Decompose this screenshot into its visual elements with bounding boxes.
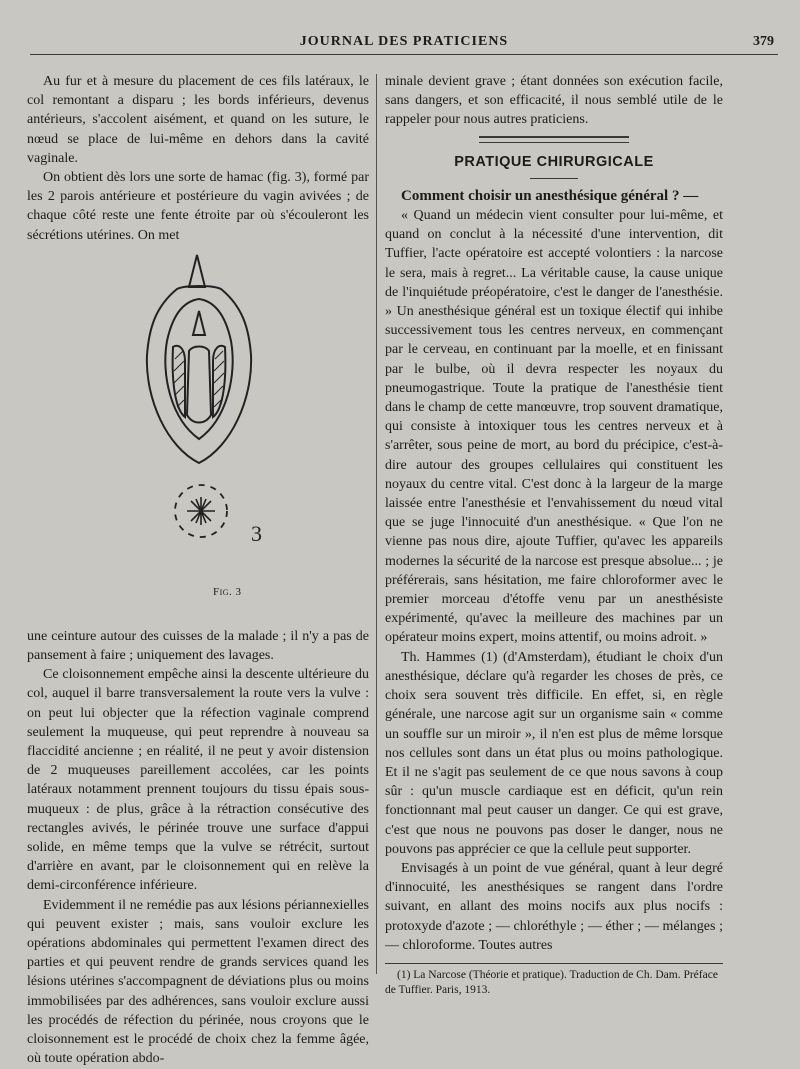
journal-title: JOURNAL DES PRATICIENS xyxy=(299,34,509,49)
right-column xyxy=(385,72,723,998)
section-title: PRATIQUE CHIRURGICALE xyxy=(454,153,654,170)
left-paragraph-2: On obtient dès lors une sorte de hamac (fig. 3), formé par les 2 parois antérieure et postérieure du vagin avivées ; de chaque côté reste une fente étroite par où s'écouleront les sécrétions utérines. On met xyxy=(27,170,369,243)
right-paragraph-4: Envisagés à un point de vue général, quant à leur degré d'innocuité, les anesthésiques se rangent dans l'ordre suivant, en allant des moins nocifs aux plus nocifs : protoxyde d'azote ; — chloréthyle ; — éther ; — mélanges ; — chloroforme. Toutes autres xyxy=(385,860,723,953)
right-paragraph-2: « Quand un médecin vient consulter pour lui-même, et quand on conclut à la nécessité d'une intervention, dit Tuffier, l'acte opératoire est accepté volontiers : la narcose le sera, mais à regret... La véritable cause, la cause unique de l'inquiétude préopératoire, c'est le danger de l'anesthésie. » Un anesthésique général est un toxique électif qui inhibe successivement tous les centres nerveux, en commençant par le cerveau, en continuant par la moelle, et en finissant par le bulbe, où il devra respecter les noyaux du pneumogastrique. Toute la pratique de l'anesthésie tient dans le champ de cette manœuvre, trop souvent dramatique, qui consiste à intoxiquer tous les centres nerveux et à s'arrêter, sous peine de mort, au bord du précipice, c'est-à-dire autour des groupes cellulaires qui constituent les noyaux du centre vital. C'est donc à la largeur de la marge laissée entre l'anesthésie et l'envahissement du nœud vital que se juge l'innocuité d'un anesthésique. « Que l'on ne vienne pas nous dire, ajoute Tuffier, qu'avec les appareils modernes la sécurité de la narcose est presque absolue... ; je préférerais, sans hésitation, me faire chloroformer avec le premier morceau d'étoffe venu par un anesthésiste expérimenté, qu'avec la meilleure des machines par un opérateur moins expert, moins attentif, ou moins adroit. » xyxy=(385,208,723,646)
figure-number-mark: 3 xyxy=(251,520,262,546)
figure-3 xyxy=(27,249,369,627)
left-paragraph-5: Evidemment il ne remédie pas aux lésions périannexielles qui peuvent exister ; mais, sans vouloir exclure les opérations abdominales qui permettent l'examen direct des parties et qui peuvent rendre de grands services quand les lésions utérines s'accompagnent de déviations plus ou moins immobilisées par des adhérences, sans vouloir exclure aussi les procédés de réfection du périnée, nous croyons que le cloisonnement est le procédé de choix chez la femme âgée, où toute opération abdo- xyxy=(27,897,369,1067)
right-paragraph-1: minale devient grave ; étant données son exécution facile, sans dangers, et son efficacité, il nous semblé utile de le rappeler pour nous autres praticiens. xyxy=(385,74,723,128)
left-column xyxy=(27,72,369,1069)
left-paragraph-3: une ceinture autour des cuisses de la malade ; il n'y a pas de pansement à faire ; uniquement des lavages. xyxy=(27,628,369,664)
article-subhead: Comment choisir un anesthésique général ? — xyxy=(401,187,699,204)
page-number: 379 xyxy=(753,34,774,49)
column-divider xyxy=(376,74,377,974)
left-paragraph-1: Au fur et à mesure du placement de ces fils latéraux, le col remontant a disparu ; les bords inférieurs, devenus antérieurs, s'accolent aisément, et quand on les suture, le nœud se place de lui-même en dehors dans la cavité vaginale. xyxy=(27,74,369,166)
figure-caption: Fig. 3 xyxy=(213,585,242,598)
running-head xyxy=(30,30,778,55)
footnote: (1) La Narcose (Théorie et pratique). Traduction de Ch. Dam. Préface de Tuffier. Paris, 1913. xyxy=(385,963,723,998)
section-rule-top xyxy=(479,136,629,143)
right-paragraph-3: Th. Hammes (1) (d'Amsterdam), étudiant le choix d'un anesthésique, déclare qu'à regarder les choses de près, ce choix sera souvent très difficile. En effet, si, en règle générale, une narcose agit sur un organisme sain « comme un souffle sur un miroir », il n'en est plus de même lorsque nos cellules sont dans un état plus ou moins pathologique. Et il ne s'agit pas seulement de ce que nous savons à coup sûr : qu'un muscle cardiaque est en déficit, qu'un rein fonctionnant mal peut causer un danger. Ce qui est grave, c'est que nous ne pouvons pas doser le danger, nous ne pouvons pas apprécier ce que la cellule peut supporter. xyxy=(385,649,723,857)
left-paragraph-4: Ce cloisonnement empêche ainsi la descente ultérieure du col, auquel il barre transversalement la route vers la vulve : on peut lui objecter que la réfection vaginale comprend seulement la muqueuse, qui peut reprendre à nouveau sa flaccidité ancienne ; en réalité, il ne peut y avoir distension de 2 muqueuses pareillement accolées, car les points latéraux notamment prennent toujours du tissu épais sous-muqueux : de plus, grâce à la rétraction consécutive des rectangles avivés, le périnée trouve une surface d'appui solide, en même temps que la vulve se rétrécit, surtout d'arrière en avant, par le cloisonnement qui en relève la demi-circonférence inférieure. xyxy=(27,667,369,894)
section-rule-bottom xyxy=(530,178,578,179)
hammock-diagram xyxy=(27,249,369,579)
